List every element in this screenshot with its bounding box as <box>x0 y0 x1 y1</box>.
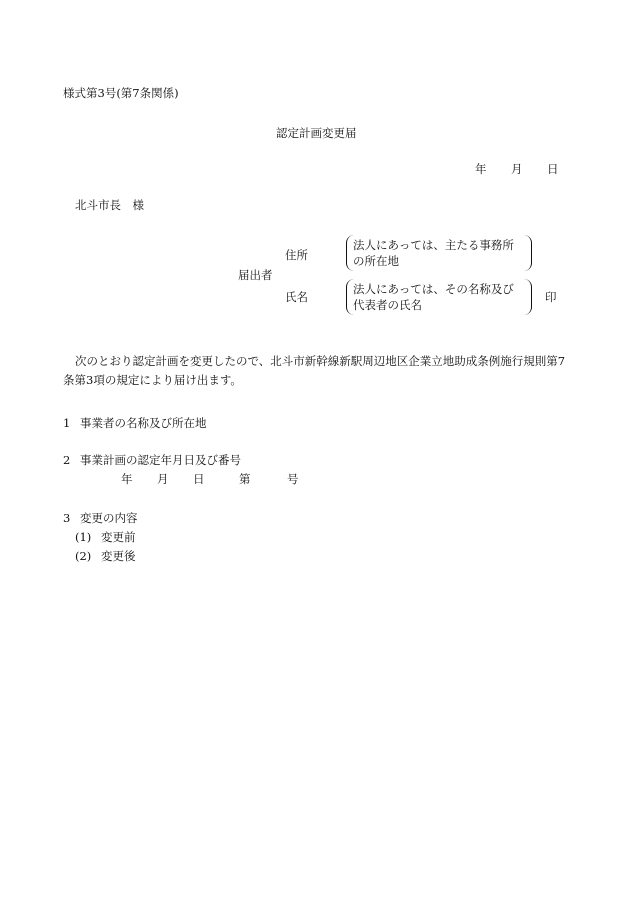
item-3-sub1-number: (1) <box>75 530 92 544</box>
item-2-day: 日 <box>193 472 205 486</box>
item-2-label: 事業計画の認定年月日及び番号 <box>80 453 241 467</box>
document-title: 認定計画変更届 <box>276 126 357 140</box>
item-2-number: 2 <box>63 453 71 467</box>
item-3-label: 変更の内容 <box>80 511 138 525</box>
item-1-label: 事業者の名称及び所在地 <box>80 416 207 430</box>
addressee: 北斗市長 様 <box>75 198 144 212</box>
name-note: 法人にあっては、その名称及び代表者の氏名 <box>346 279 532 315</box>
name-label: 氏名 <box>285 290 308 304</box>
item-1-number: 1 <box>63 416 71 430</box>
form-number: 様式第3号(第7条関係) <box>63 86 179 100</box>
item-2-year: 年 <box>121 472 133 486</box>
item-3-sub2-label: 変更後 <box>101 549 136 563</box>
item-3-number: 3 <box>63 511 71 525</box>
address-label: 住所 <box>285 248 308 262</box>
item-2-go: 号 <box>287 472 299 486</box>
item-3-sub1-label: 変更前 <box>101 530 136 544</box>
item-2-dai: 第 <box>239 472 251 486</box>
seal-mark: 印 <box>545 290 557 304</box>
body-text: 次のとおり認定計画を変更したので、北斗市新幹線新駅周辺地区企業立地助成条例施行規則第7条第3項の規定により届け出ます。 <box>63 354 566 387</box>
applicant-label: 届出者 <box>238 268 273 282</box>
date-year: 年 <box>475 162 487 176</box>
address-note: 法人にあっては、主たる事務所の所在地 <box>346 235 532 271</box>
date-day: 日 <box>547 162 559 176</box>
date-month: 月 <box>511 162 523 176</box>
item-3-sub2-number: (2) <box>75 549 92 563</box>
item-2-month: 月 <box>157 472 169 486</box>
